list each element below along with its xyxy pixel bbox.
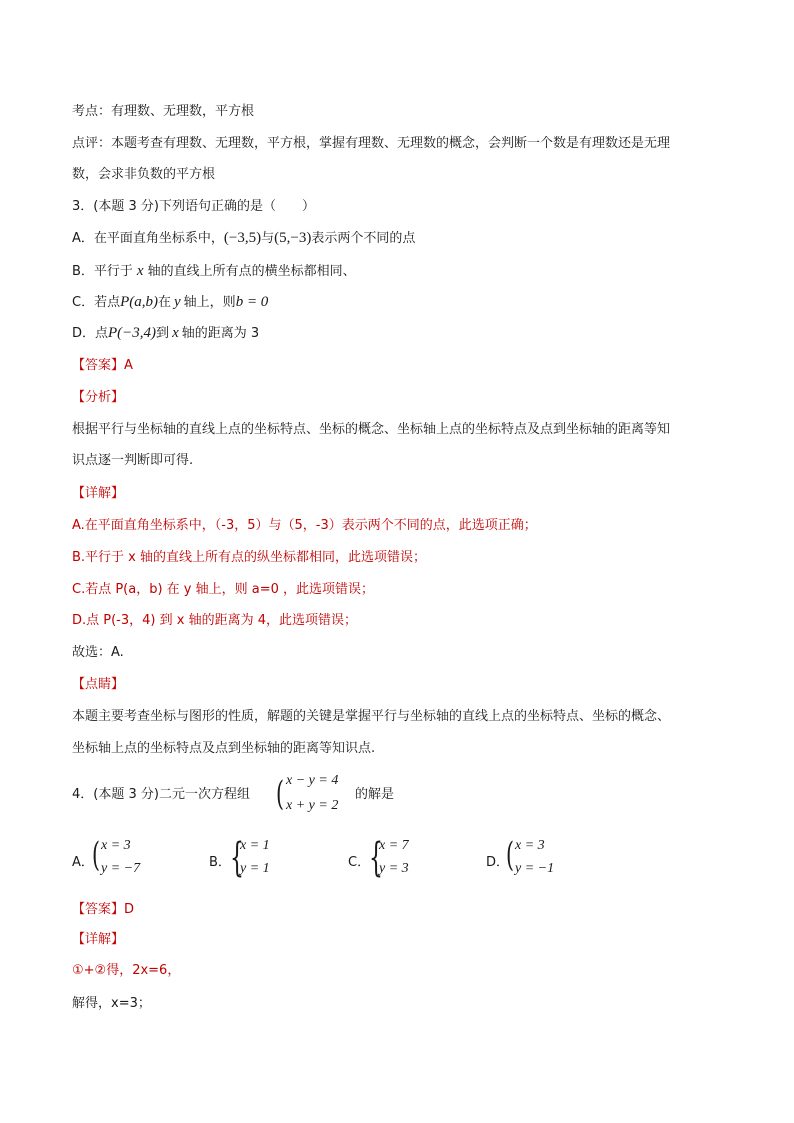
dianping-line-1: 点评：本题考查有理数、无理数，平方根，掌握有理数、无理数的概念，会判断一个数是有理数还是无理: [72, 136, 671, 151]
q3-option-c-equation: b = 0: [235, 294, 269, 310]
q3-option-c-mid: 在: [157, 295, 171, 310]
q4-option-d-label: D．: [486, 855, 510, 870]
q4-answer-label: 【答案】D: [72, 902, 135, 917]
q3-answer-label: 【答案】A: [72, 358, 133, 373]
q3-option-c-point: P(a,b): [120, 294, 158, 310]
q4-option-d-eq1: x = 3: [515, 838, 545, 853]
q4-option-c-eq1: x = 7: [379, 838, 409, 853]
q3-option-c: [72, 294, 268, 311]
q3-detail-label: 【详解】: [72, 486, 125, 501]
q3-option-d-suffix: 轴的距离为 3: [181, 326, 260, 341]
q4-stem-eq1: x − y = 4: [286, 773, 339, 788]
q3-option-a-point1: (−3,5): [223, 230, 262, 246]
q4-option-b-eq1: x = 1: [240, 838, 270, 853]
q3-detail-b: B.平行于 x 轴的直线上所有点的纵坐标都相同，此选项错误；: [72, 550, 427, 565]
q3-comment-line-1: 本题主要考查坐标与图形的性质，解题的关键是掌握平行与坐标轴的直线上点的坐标特点、坐标的概念、: [72, 709, 671, 724]
q4-option-b-eq2: y = 1: [240, 861, 270, 876]
q3-option-b: [72, 263, 356, 280]
q3-option-a-suffix: 表示两个不同的点: [311, 231, 416, 246]
q4-option-b-brace: {: [230, 835, 244, 881]
q3-comment-label: 【点睛】: [72, 677, 125, 692]
q4-option-d-brace: (: [506, 835, 514, 875]
q4-stem-brace: (: [276, 774, 284, 814]
q4-option-a-brace: (: [92, 835, 100, 875]
q3-analysis-line-1: 根据平行与坐标轴的直线上点的坐标特点、坐标的概念、坐标轴上点的坐标特点及点到坐标轴的距离等知: [72, 422, 671, 437]
q3-stem: 3．(本题 3 分)下列语句正确的是（ ）: [72, 199, 315, 214]
q4-option-c-eq2: y = 3: [379, 861, 409, 876]
q3-option-d-point: P(−3,4): [108, 325, 157, 341]
q3-conclusion: 故选：A.: [72, 645, 124, 660]
q3-option-c-var: y: [174, 294, 181, 310]
q3-option-b-suffix: 轴的直线上所有点的横坐标都相同、: [147, 264, 356, 279]
q3-detail-d: D.点 P(-3，4) 到 x 轴的距离为 4，此选项错误；: [72, 613, 357, 628]
q4-stem-prefix: 4．(本题 3 分)二元一次方程组: [72, 787, 250, 802]
q3-option-a-prefix: A．在平面直角坐标系中，: [72, 231, 224, 246]
q3-option-c-mid2: 轴上，则: [183, 295, 236, 310]
q3-option-d: [72, 325, 259, 342]
q3-analysis-line-2: 识点逐一判断即可得.: [72, 453, 194, 468]
q3-option-a-mid: 与: [261, 231, 275, 246]
q4-option-a-eq2: y = −7: [101, 861, 141, 876]
q4-option-a-eq1: x = 3: [101, 838, 131, 853]
q3-option-d-prefix: D．点: [72, 326, 109, 341]
q4-option-c-label: C．: [348, 855, 371, 870]
q4-detail-label: 【详解】: [72, 932, 125, 947]
q3-option-a: [72, 230, 415, 247]
q4-stem-suffix: 的解是: [355, 787, 395, 802]
q3-detail-a: A.在平面直角坐标系中，（-3，5）与（5，-3）表示两个不同的点，此选项正确；: [72, 518, 537, 533]
q4-step-1: ①+②得，2x=6，: [72, 963, 181, 978]
q4-step-2: 解得，x=3；: [72, 996, 151, 1011]
q3-option-d-var: x: [172, 325, 179, 341]
q3-analysis-label: 【分析】: [72, 390, 125, 405]
q3-option-c-prefix: C．若点: [72, 295, 121, 310]
q3-option-b-prefix: B．平行于: [72, 264, 133, 279]
q3-option-a-point2: (5,−3): [274, 230, 312, 246]
q3-option-d-mid: 到: [156, 326, 170, 341]
q3-detail-c: C.若点 P(a，b) 在 y 轴上，则 a=0 ，此选项错误；: [72, 582, 375, 597]
q3-option-b-var: x: [136, 263, 144, 279]
q4-option-d-eq2: y = −1: [515, 861, 555, 876]
q3-comment-line-2: 坐标轴上点的坐标特点及点到坐标轴的距离等知识点.: [72, 741, 376, 756]
q4-stem-eq2: x + y = 2: [286, 798, 339, 813]
q4-option-b-label: B．: [209, 855, 231, 870]
kaodian-line: 考点：有理数、无理数，平方根: [72, 104, 255, 119]
q4-option-c-brace: {: [369, 835, 383, 881]
q4-option-a-label: A．: [72, 855, 94, 870]
dianping-line-2: 数，会求非负数的平方根: [72, 167, 216, 182]
